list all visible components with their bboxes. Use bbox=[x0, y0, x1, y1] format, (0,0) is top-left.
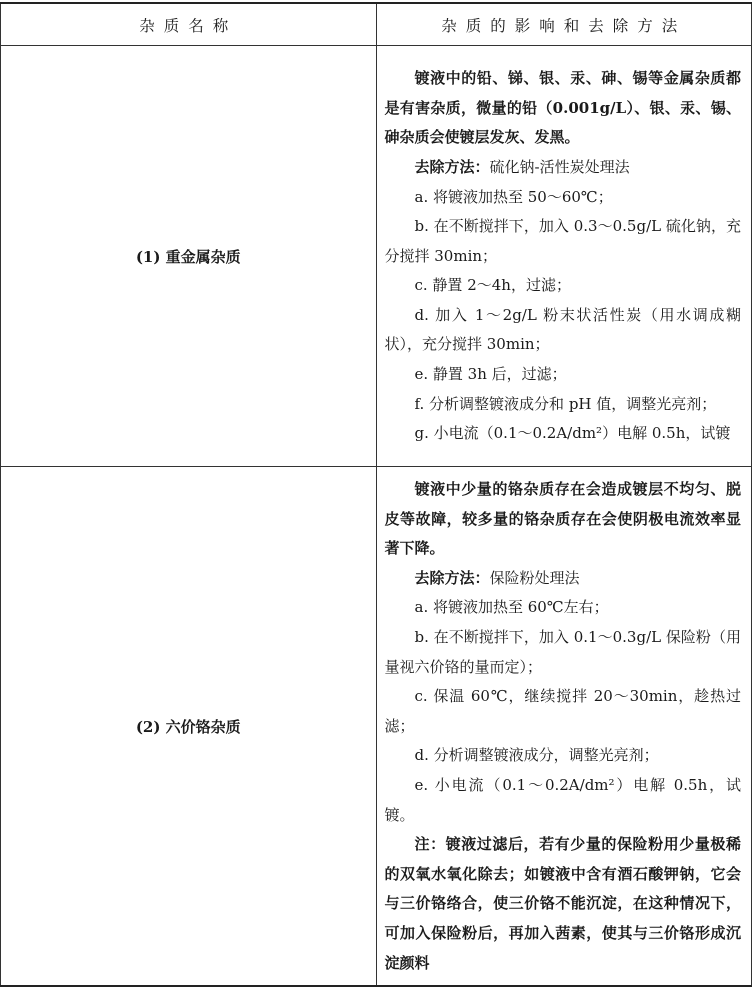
method-label: 去除方法： bbox=[414, 157, 490, 176]
impurity-description-cell bbox=[376, 467, 752, 987]
step-item: c. 静置 2～4h，过滤； bbox=[414, 276, 571, 295]
step-item: a. 将镀液加热至 60℃左右； bbox=[414, 598, 609, 617]
method-line bbox=[385, 564, 742, 594]
note-text: 镀液过滤后，若有少量的保险粉用少量极稀的双氧水氧化除去；如镀液中含有酒石酸钾钠，它会与三价铬络合，使三价铬不能沉淀，在这种情况下，可加入保险粉后，再加入茜素，使其与三价铬形成沉淀颜料 bbox=[384, 835, 741, 972]
table-row bbox=[1, 467, 752, 987]
header-impurity-name: 杂质名称 bbox=[1, 3, 377, 46]
method-line bbox=[385, 153, 742, 183]
impurity-description-cell bbox=[376, 46, 752, 467]
step-item: d. 加入 1～2g/L 粉末状活性炭（用水调成糊状），充分搅拌 30min； bbox=[384, 305, 741, 354]
step-item: b. 在不断搅拌下，加入 0.1～0.3g/L 保险粉（用量视六价铬的量而定）； bbox=[384, 627, 741, 676]
step-item: b. 在不断搅拌下，加入 0.3～0.5g/L 硫化钠，充分搅拌 30min； bbox=[384, 217, 741, 265]
impurity-name-cell: (2) 六价铬杂质 bbox=[1, 467, 377, 987]
method-text: 保险粉处理法 bbox=[489, 568, 580, 587]
step-item: e. 静置 3h 后，过滤； bbox=[414, 365, 567, 384]
intro-paragraph: 镀液中的铅、锑、银、汞、砷、锡等金属杂质都是有害杂质，微量的铅（0.001g/L）、银、汞、锡、砷杂质会使镀层发灰、发黑。 bbox=[384, 69, 741, 147]
table-row bbox=[1, 46, 752, 467]
note-paragraph bbox=[385, 830, 742, 978]
step-item: f. 分析调整镀液成分和 pH 值，调整光亮剂； bbox=[414, 394, 717, 413]
step-item: g. 小电流（0.1～0.2A/dm²）电解 0.5h，试镀 bbox=[414, 424, 731, 443]
table-header-row bbox=[1, 3, 752, 46]
step-item: c. 保温 60℃，继续搅拌 20～30min，趁热过滤； bbox=[384, 687, 741, 735]
intro-paragraph: 镀液中少量的铬杂质存在会造成镀层不均匀、脱皮等故障，较多量的铬杂质存在会使阴极电流效率显著下降。 bbox=[384, 480, 741, 558]
method-text: 硫化钠-活性炭处理法 bbox=[489, 157, 630, 176]
header-effect-and-removal: 杂质的影响和去除方法 bbox=[376, 3, 752, 46]
step-item: e. 小电流（0.1～0.2A/dm²）电解 0.5h，试镀。 bbox=[384, 775, 741, 824]
method-label: 去除方法： bbox=[414, 568, 490, 587]
step-item: d. 分析调整镀液成分，调整光亮剂； bbox=[414, 746, 659, 765]
note-label: 注： bbox=[414, 835, 446, 854]
step-item: a. 将镀液加热至 50～60℃； bbox=[414, 187, 613, 206]
impurity-name-cell: (1) 重金属杂质 bbox=[1, 46, 377, 467]
impurity-table bbox=[0, 2, 752, 987]
